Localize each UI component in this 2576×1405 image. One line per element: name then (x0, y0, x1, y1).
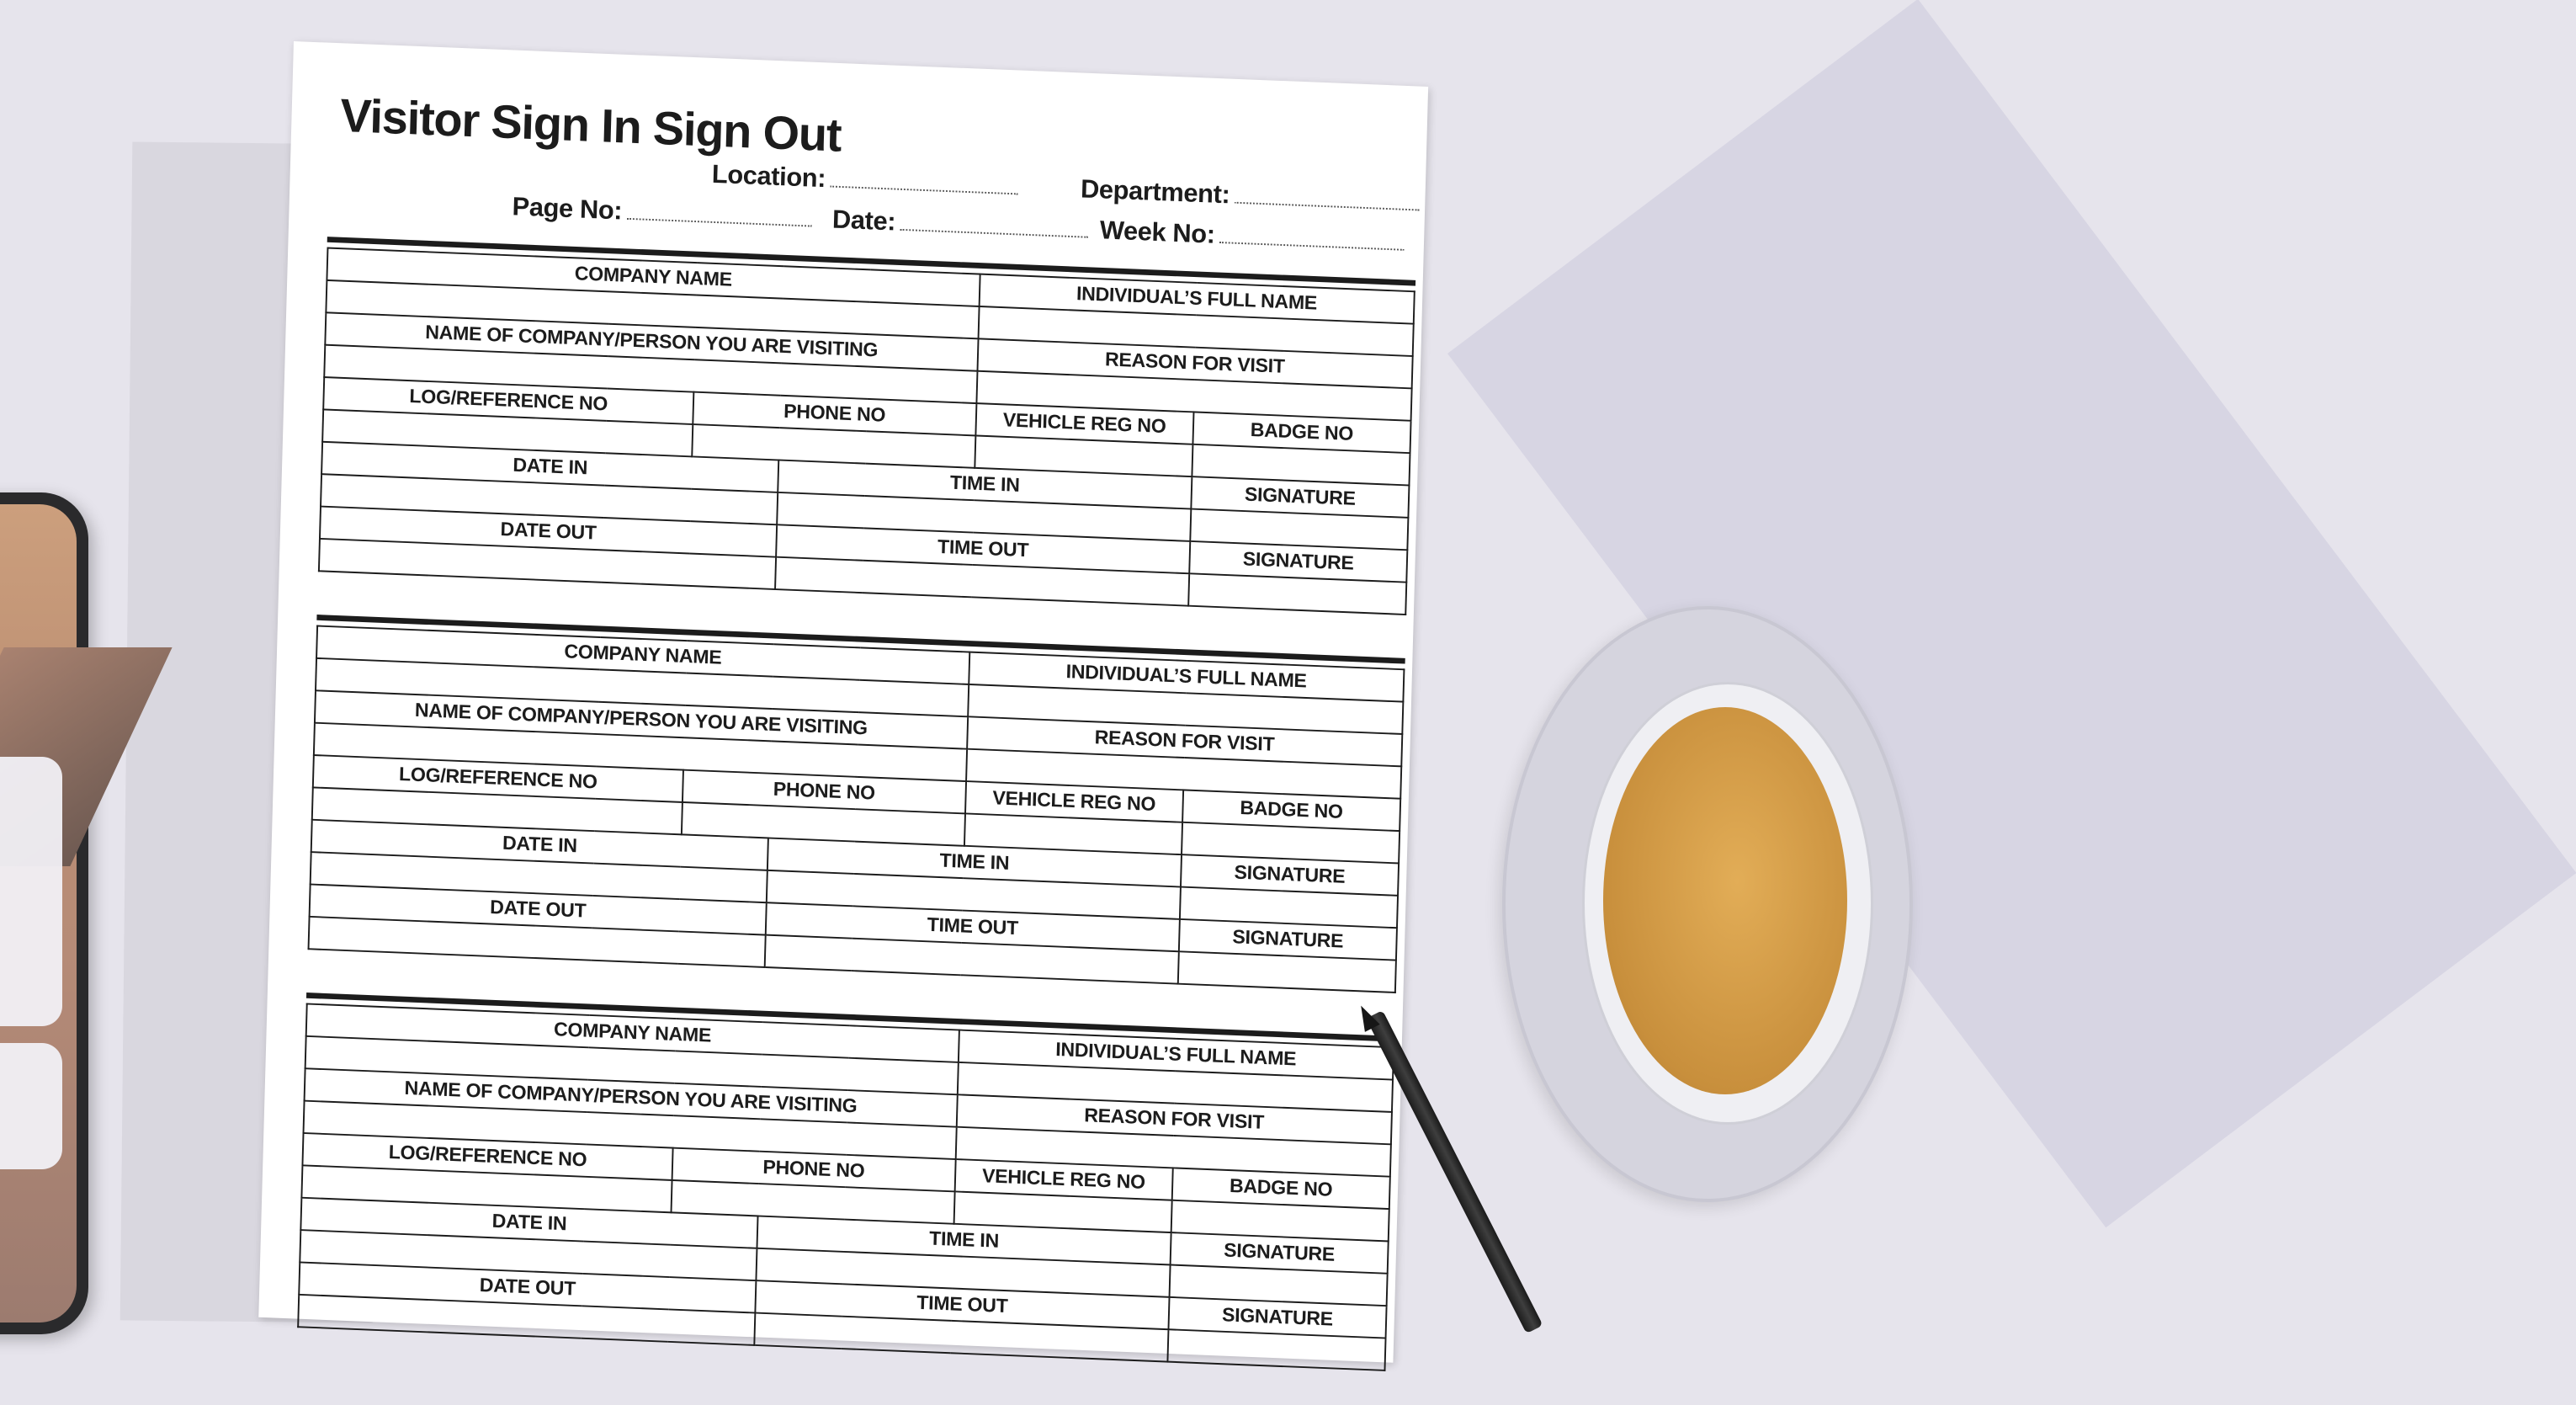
entry-grid (297, 1003, 1394, 1370)
department-field[interactable] (1081, 174, 1421, 218)
entry-grid (318, 247, 1415, 615)
visitor-entry-block (306, 615, 1405, 1026)
signature-out-label: SIGNATURE (1179, 919, 1397, 961)
individual-full-name-label: INDIVIDUAL’S FULL NAME (969, 652, 1405, 702)
location-line (831, 184, 1019, 195)
smartphone (0, 492, 88, 1334)
visitor-log-sheet (258, 41, 1428, 1363)
log-reference-no-label: LOG/REFERENCE NO (323, 377, 693, 424)
reason-for-visit-label: REASON FOR VISIT (956, 1094, 1392, 1144)
badge-no-label: BADGE NO (1192, 412, 1410, 453)
date-field[interactable] (832, 205, 1089, 245)
company-name-label: COMPANY NAME (306, 1003, 959, 1062)
reason-for-visit-label: REASON FOR VISIT (977, 338, 1413, 388)
badge-no-label: BADGE NO (1182, 790, 1400, 831)
phone-screen (0, 504, 77, 1323)
signature-in-label: SIGNATURE (1170, 1232, 1388, 1274)
time-out-label: TIME OUT (766, 902, 1180, 951)
visiting-label: NAME OF COMPANY/PERSON YOU ARE VISITING (325, 312, 978, 370)
visitor-entry-block (317, 237, 1415, 648)
time-in-label: TIME IN (767, 838, 1182, 886)
visiting-label: NAME OF COMPANY/PERSON YOU ARE VISITING (315, 690, 968, 748)
time-out-label: TIME OUT (776, 524, 1190, 573)
page-no-label: Page No: (512, 191, 623, 226)
visiting-label: NAME OF COMPANY/PERSON YOU ARE VISITING (305, 1068, 958, 1126)
signature-in-label: SIGNATURE (1191, 476, 1409, 518)
page-no-field[interactable] (512, 191, 812, 233)
coffee (1603, 707, 1847, 1094)
time-in-label: TIME IN (757, 1216, 1171, 1264)
date-in-label: DATE IN (311, 820, 768, 870)
signature-out-label: SIGNATURE (1189, 541, 1407, 583)
log-reference-no-label: LOG/REFERENCE NO (313, 755, 683, 802)
company-name-label: COMPANY NAME (316, 626, 969, 684)
signature-in-label: SIGNATURE (1181, 854, 1399, 896)
individual-full-name-label: INDIVIDUAL’S FULL NAME (958, 1030, 1394, 1080)
phone-no-label: PHONE NO (672, 1148, 955, 1192)
badge-no-label: BADGE NO (1171, 1168, 1389, 1209)
date-out-label: DATE OUT (310, 885, 767, 935)
phone-no-label: PHONE NO (683, 770, 966, 814)
time-out-label: TIME OUT (756, 1280, 1170, 1329)
entry-grid (308, 625, 1405, 993)
week-no-label: Week No: (1099, 215, 1216, 249)
signature-out-label: SIGNATURE (1168, 1297, 1386, 1338)
department-line (1235, 200, 1420, 211)
vehicle-reg-no-label: VEHICLE REG NO (965, 781, 1183, 822)
date-line (900, 227, 1089, 238)
date-out-label: DATE OUT (320, 507, 777, 557)
page-no-line (627, 216, 812, 227)
location-field[interactable] (711, 159, 1018, 201)
vehicle-reg-no-label: VEHICLE REG NO (975, 403, 1193, 444)
reason-for-visit-label: REASON FOR VISIT (967, 716, 1403, 766)
form-title: Visitor Sign In Sign Out (339, 88, 842, 162)
date-label: Date: (831, 204, 896, 237)
vehicle-reg-no-label: VEHICLE REG NO (954, 1159, 1172, 1200)
visitor-entry-block (296, 993, 1394, 1404)
phone-widget (0, 757, 62, 1026)
individual-full-name-label: INDIVIDUAL’S FULL NAME (979, 274, 1415, 324)
week-no-field[interactable] (1099, 215, 1405, 257)
department-label: Department: (1080, 173, 1230, 210)
date-out-label: DATE OUT (299, 1262, 756, 1312)
location-label: Location: (711, 158, 826, 193)
week-no-line (1219, 240, 1405, 251)
company-name-label: COMPANY NAME (327, 248, 980, 306)
log-reference-no-label: LOG/REFERENCE NO (302, 1133, 672, 1180)
date-in-label: DATE IN (321, 442, 778, 492)
time-in-label: TIME IN (778, 460, 1192, 509)
phone-widget (0, 1043, 62, 1169)
date-in-label: DATE IN (300, 1198, 757, 1248)
phone-no-label: PHONE NO (693, 392, 976, 436)
